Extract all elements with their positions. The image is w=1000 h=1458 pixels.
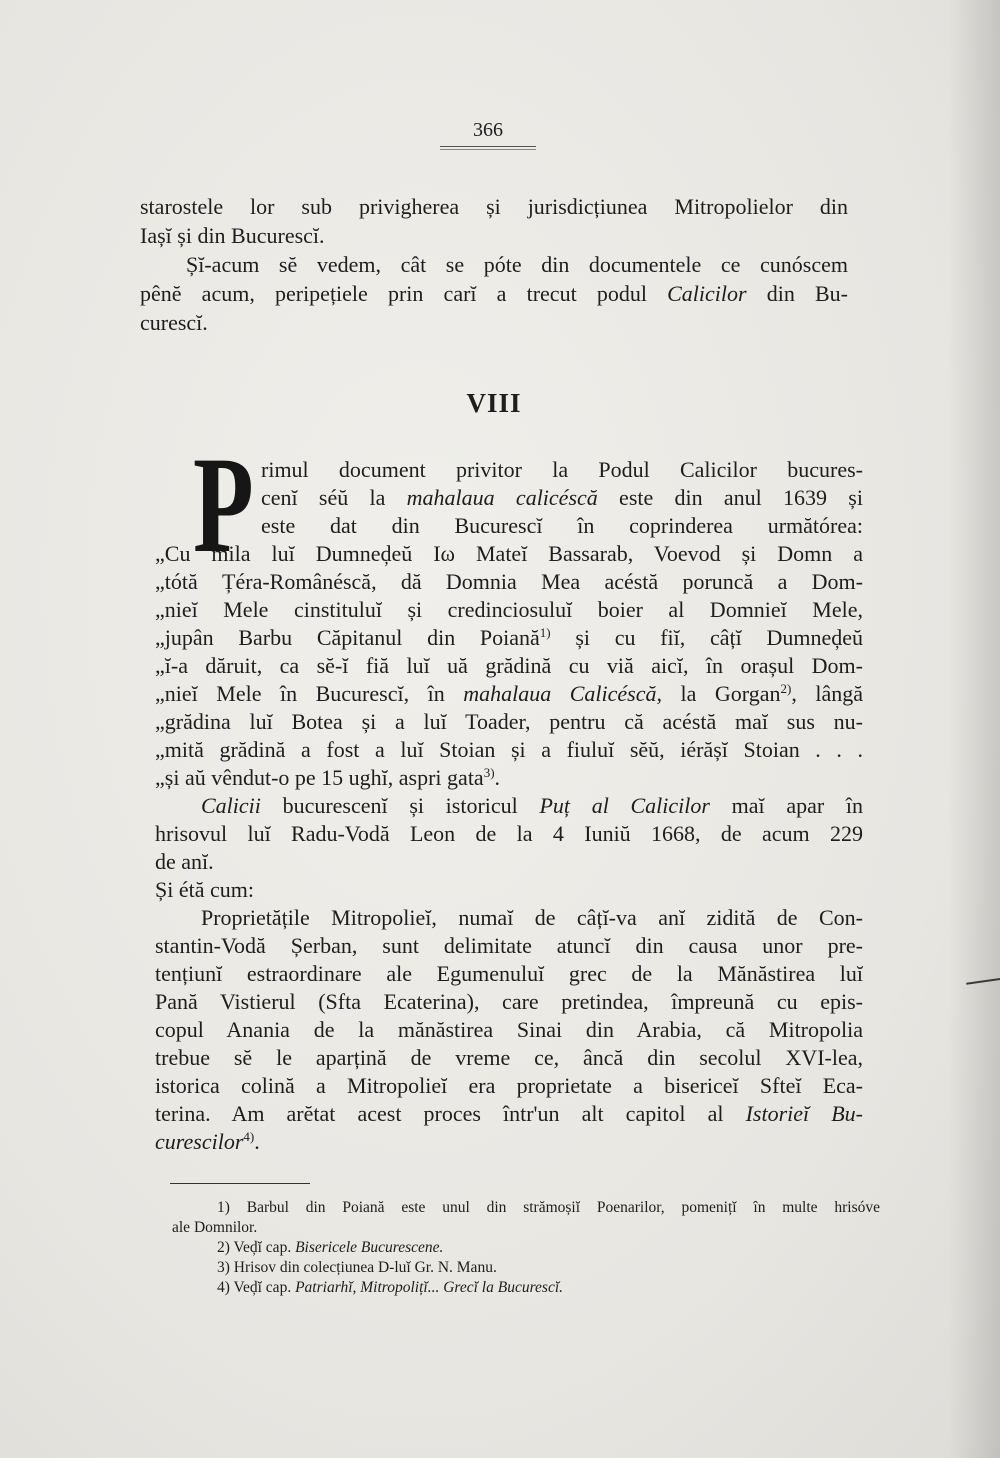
text-segment: curescĭ. bbox=[140, 310, 208, 335]
text-segment: „mită grădină a fost a luĭ Stoian și a fiuluĭ sĕŭ, iérășĭ Stoian . . . bbox=[155, 737, 863, 762]
text-line bbox=[140, 221, 848, 250]
text-segment: Și étă cum: bbox=[155, 877, 254, 902]
text-line bbox=[155, 960, 863, 988]
text-line bbox=[155, 456, 863, 484]
text-segment: ale Domnilor. bbox=[172, 1219, 258, 1236]
footnote-number: 4) bbox=[217, 1279, 230, 1296]
text-segment: maĭ apar în bbox=[709, 793, 863, 818]
text-segment: tențiunĭ estraordinare ale Egumenuluĭ grec de la Mănăstirea luĭ bbox=[155, 961, 863, 986]
italic-text: Puț al Calicilor bbox=[539, 793, 710, 818]
text-line bbox=[155, 540, 863, 568]
intro-text bbox=[140, 192, 848, 337]
text-segment: trebue sĕ le aparțină de vreme ce, âncă din secolul XVI-lea, bbox=[155, 1045, 863, 1070]
text-segment: istorica colină a Mitropolieĭ era proprietate a bisericeĭ Sfteĭ Eca- bbox=[155, 1073, 863, 1098]
text-line bbox=[155, 1100, 863, 1128]
footnote-ref: 2) bbox=[780, 681, 792, 696]
text-line bbox=[155, 848, 863, 876]
page-edge-shadow bbox=[948, 0, 1000, 1458]
text-segment: „tótă Țéra-Românéscă, dă Domnia Mea acéstă poruncă a Dom- bbox=[155, 569, 863, 594]
italic-text: mahalaua calicéscă bbox=[406, 485, 598, 510]
main-text bbox=[155, 456, 863, 1156]
text-segment: Barbul din Poiană este unul din strămoșiĭ Poenarilor, pomenițĭ în multe hrisóve bbox=[229, 1199, 880, 1216]
footnote-line bbox=[172, 1238, 880, 1258]
text-segment: pênĕ acum, peripețiele prin carĭ a trecut podul bbox=[140, 281, 668, 306]
text-segment: terina. Am arĕtat acest proces într'un alt capitol al bbox=[155, 1101, 746, 1126]
text-line bbox=[140, 308, 848, 337]
text-line bbox=[140, 192, 848, 221]
text-line bbox=[155, 764, 863, 792]
text-segment: . bbox=[494, 765, 501, 790]
text-line bbox=[140, 279, 848, 308]
text-segment: stantin-Vodă Șerban, sunt delimitate atuncĭ din causa unor pre- bbox=[155, 933, 863, 958]
text-line bbox=[155, 1128, 863, 1156]
footnote-number: 2) bbox=[217, 1239, 230, 1256]
text-segment: Proprietățile Mitropolieĭ, numaĭ de câțĭ-va anĭ zidită de Con- bbox=[201, 905, 863, 930]
text-line bbox=[155, 736, 863, 764]
footnote-line bbox=[172, 1258, 880, 1278]
text-segment: copul Anania de la mănăstirea Sinai din Arabia, că Mitropolia bbox=[155, 1017, 863, 1042]
footnote-line bbox=[172, 1198, 880, 1218]
text-segment: cenĭ séŭ la bbox=[261, 485, 407, 510]
footnote-ref: 4) bbox=[243, 1129, 255, 1144]
text-segment: . bbox=[254, 1129, 260, 1154]
text-line bbox=[155, 792, 863, 820]
text-segment: de anĭ. bbox=[155, 849, 214, 874]
text-line bbox=[155, 652, 863, 680]
text-segment: „nieĭ Mele în Bucurescĭ, în bbox=[155, 681, 464, 706]
footnote-number: 1) bbox=[217, 1199, 230, 1216]
text-line bbox=[155, 624, 863, 652]
italic-text: Calicilor bbox=[667, 281, 747, 306]
footnote-line bbox=[172, 1278, 880, 1298]
text-segment: „ĭ-a dăruit, ca sĕ-ĭ fiă luĭ uă grădină cu viă aicĭ, în orașul Dom- bbox=[155, 653, 863, 678]
text-line bbox=[155, 568, 863, 596]
text-line bbox=[155, 708, 863, 736]
chapter-heading: VIII bbox=[466, 388, 522, 418]
text-line bbox=[155, 904, 863, 932]
italic-text: Calicii bbox=[201, 793, 261, 818]
text-line bbox=[155, 932, 863, 960]
text-line bbox=[155, 1044, 863, 1072]
text-segment: „Cu mila luĭ Dumneḑeŭ Iω Mateĭ Bassarab, Voevod și Domn a bbox=[155, 541, 863, 566]
page-number: 366 bbox=[473, 119, 503, 141]
text-segment: Veḑĭ cap. bbox=[229, 1279, 296, 1296]
text-segment: „și aŭ vêndut-o pe 15 ughĭ, aspri gata bbox=[155, 765, 484, 790]
text-line bbox=[155, 1072, 863, 1100]
text-segment: starostele lor sub privigherea și jurisdicțiunea Mitropolielor din bbox=[140, 194, 848, 219]
italic-text: mahalaua Calicéscă, bbox=[463, 681, 662, 706]
italic-text: Istorieĭ Bu- bbox=[745, 1101, 863, 1126]
text-segment: Șĭ-acum sĕ vedem, cât se póte din documentele ce cunóscem bbox=[186, 252, 848, 277]
footnote-line bbox=[172, 1218, 880, 1238]
text-segment: bucurescenĭ și istoricul bbox=[260, 793, 540, 818]
text-segment: Pană Vistierul (Sfta Ecaterina), care pretindea, împreună cu epis- bbox=[155, 989, 863, 1014]
drop-cap: P bbox=[193, 428, 254, 581]
text-line bbox=[155, 484, 863, 512]
text-segment: Iașĭ și din Bucurescĭ. bbox=[140, 223, 325, 248]
text-segment: și cu fiĭ, câțĭ Dumneḑeŭ bbox=[550, 625, 863, 650]
text-line bbox=[140, 250, 848, 279]
text-line bbox=[155, 512, 863, 540]
text-line bbox=[155, 1016, 863, 1044]
text-segment: „grădina luĭ Botea și a luĭ Toader, pentru că acéstă maĭ sus nu- bbox=[155, 709, 863, 734]
text-line bbox=[155, 820, 863, 848]
italic-text: curescilor bbox=[155, 1129, 244, 1154]
footnote-number: 3) bbox=[217, 1259, 230, 1276]
text-segment: rimul document privitor la Podul Calicilor bucures- bbox=[261, 457, 863, 482]
footnote-rule bbox=[170, 1183, 310, 1184]
text-segment: din Bu- bbox=[746, 281, 848, 306]
text-line bbox=[155, 680, 863, 708]
italic-text: Patriarhĭ, Mitropolițĭ... Grecĭ la Bucurescĭ. bbox=[295, 1279, 564, 1296]
footnote-ref: 1) bbox=[539, 625, 551, 640]
footnotes bbox=[172, 1198, 880, 1298]
text-segment: este dat din Bucurescĭ în coprinderea următórea: bbox=[261, 513, 863, 538]
text-line bbox=[155, 876, 863, 904]
italic-text: Bisericele Bucurescene. bbox=[295, 1239, 444, 1256]
page-number-rule bbox=[440, 146, 536, 150]
footnote-ref: 3) bbox=[483, 765, 495, 780]
text-segment: hrisovul luĭ Radu-Vodă Leon de la 4 Iuniŭ 1668, de acum 229 bbox=[155, 821, 863, 846]
text-segment: Veḑĭ cap. bbox=[229, 1239, 296, 1256]
text-segment: „nieĭ Mele cinstituluĭ și credinciosuluĭ boier al Domnieĭ Mele, bbox=[155, 597, 863, 622]
text-line bbox=[155, 988, 863, 1016]
text-line bbox=[155, 596, 863, 624]
text-segment: Hrisov din colecțiunea D-luĭ Gr. N. Manu. bbox=[229, 1259, 497, 1276]
text-segment: la Gorgan bbox=[662, 681, 781, 706]
text-segment: este din anul 1639 și bbox=[597, 485, 863, 510]
text-segment: „jupân Barbu Căpitanul din Poiană bbox=[155, 625, 540, 650]
text-segment: , lângă bbox=[791, 681, 863, 706]
